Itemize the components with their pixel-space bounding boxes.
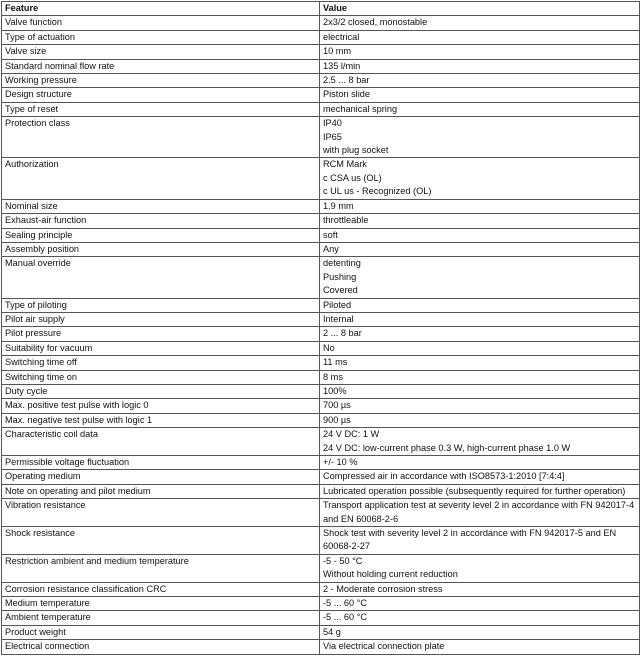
value-cell bbox=[320, 228, 640, 242]
table-row bbox=[2, 470, 640, 484]
value-line: soft bbox=[323, 229, 338, 240]
value-line: IP40 bbox=[323, 118, 342, 129]
feature-cell: Vibration resistance bbox=[2, 499, 320, 527]
value-line: Pushing bbox=[323, 271, 357, 282]
value-line: Shock test with severity level 2 in accordance with FN 942017-5 and EN 60068-2-27 bbox=[323, 528, 617, 552]
table-row bbox=[2, 356, 640, 370]
table-row bbox=[2, 499, 640, 527]
feature-cell: Type of actuation bbox=[2, 30, 320, 44]
value-cell bbox=[320, 527, 640, 555]
value-cell bbox=[320, 199, 640, 213]
value-cell bbox=[320, 554, 640, 582]
value-cell bbox=[320, 356, 640, 370]
table-row bbox=[2, 341, 640, 355]
table-row bbox=[2, 312, 640, 326]
table-row bbox=[2, 597, 640, 611]
table-row bbox=[2, 428, 640, 456]
value-cell bbox=[320, 257, 640, 298]
feature-cell: Standard nominal flow rate bbox=[2, 59, 320, 73]
table-row bbox=[2, 199, 640, 213]
value-cell bbox=[320, 640, 640, 654]
value-line: Without holding current reduction bbox=[323, 569, 458, 580]
value-cell bbox=[320, 582, 640, 596]
value-line: Transport application test at severity level 2 in accordance with FN 942017-4 and EN 60068-2-6 bbox=[323, 500, 635, 524]
value-line: c UL us - Recognized (OL) bbox=[323, 186, 432, 197]
value-cell bbox=[320, 242, 640, 256]
feature-cell: Nominal size bbox=[2, 199, 320, 213]
value-line: c CSA us (OL) bbox=[323, 172, 382, 183]
feature-cell: Design structure bbox=[2, 88, 320, 102]
value-cell bbox=[320, 214, 640, 228]
value-line: RCM Mark bbox=[323, 159, 367, 170]
feature-cell: Max. negative test pulse with logic 1 bbox=[2, 413, 320, 427]
value-cell bbox=[320, 30, 640, 44]
value-line: Via electrical connection plate bbox=[323, 641, 445, 652]
table-row bbox=[2, 413, 640, 427]
value-line: 1.9 mm bbox=[323, 200, 354, 211]
feature-cell: Pilot air supply bbox=[2, 312, 320, 326]
value-cell bbox=[320, 327, 640, 341]
table-row bbox=[2, 384, 640, 398]
table-row bbox=[2, 117, 640, 158]
header-row bbox=[2, 2, 640, 16]
value-line: 900 µs bbox=[323, 414, 351, 425]
table-row bbox=[2, 370, 640, 384]
feature-cell: Manual override bbox=[2, 257, 320, 298]
value-cell bbox=[320, 399, 640, 413]
feature-cell: Type of reset bbox=[2, 102, 320, 116]
value-cell bbox=[320, 499, 640, 527]
value-line: 2.5 ... 8 bar bbox=[323, 75, 370, 86]
table-row bbox=[2, 74, 640, 88]
value-cell bbox=[320, 312, 640, 326]
value-line: Any bbox=[323, 243, 339, 254]
value-line: 100% bbox=[323, 385, 347, 396]
table-row bbox=[2, 242, 640, 256]
feature-cell: Protection class bbox=[2, 117, 320, 158]
feature-cell: Operating medium bbox=[2, 470, 320, 484]
table-row bbox=[2, 327, 640, 341]
value-line: electrical bbox=[323, 31, 360, 42]
value-cell bbox=[320, 341, 640, 355]
value-cell bbox=[320, 59, 640, 73]
table-row bbox=[2, 554, 640, 582]
table-row bbox=[2, 45, 640, 59]
value-line: 24 V DC: 1 W bbox=[323, 429, 380, 440]
table-row bbox=[2, 88, 640, 102]
feature-cell: Valve function bbox=[2, 16, 320, 30]
value-line: 24 V DC: low-current phase 0.3 W, high-current phase 1.0 W bbox=[323, 442, 571, 453]
table-row bbox=[2, 399, 640, 413]
table-row bbox=[2, 158, 640, 199]
table-row bbox=[2, 527, 640, 555]
table-row bbox=[2, 456, 640, 470]
value-cell bbox=[320, 470, 640, 484]
table-row bbox=[2, 625, 640, 639]
value-line: Compressed air in accordance with ISO8573-1:2010 [7:4:4] bbox=[323, 471, 565, 482]
feature-cell: Ambient temperature bbox=[2, 611, 320, 625]
value-line: -5 - 50 °C bbox=[323, 555, 363, 566]
feature-cell: Product weight bbox=[2, 625, 320, 639]
table-row bbox=[2, 582, 640, 596]
feature-cell: Medium temperature bbox=[2, 597, 320, 611]
feature-cell: Switching time on bbox=[2, 370, 320, 384]
value-cell bbox=[320, 384, 640, 398]
value-line: 135 l/min bbox=[323, 60, 361, 71]
value-line: 10 mm bbox=[323, 46, 352, 57]
feature-cell: Corrosion resistance classification CRC bbox=[2, 582, 320, 596]
table-row bbox=[2, 484, 640, 498]
table-row bbox=[2, 228, 640, 242]
value-line: detenting bbox=[323, 258, 361, 269]
value-line: 2 ... 8 bar bbox=[323, 328, 362, 339]
feature-cell: Valve size bbox=[2, 45, 320, 59]
value-cell bbox=[320, 117, 640, 158]
feature-cell: Working pressure bbox=[2, 74, 320, 88]
feature-cell: Permissible voltage fluctuation bbox=[2, 456, 320, 470]
value-line: Internal bbox=[323, 313, 354, 324]
feature-cell: Note on operating and pilot medium bbox=[2, 484, 320, 498]
value-line: -5 ... 60 °C bbox=[323, 598, 368, 609]
value-line: Covered bbox=[323, 285, 358, 296]
feature-cell: Characteristic coil data bbox=[2, 428, 320, 456]
value-cell bbox=[320, 158, 640, 199]
value-cell bbox=[320, 484, 640, 498]
value-line: Piloted bbox=[323, 299, 352, 310]
feature-cell: Authorization bbox=[2, 158, 320, 199]
value-cell bbox=[320, 611, 640, 625]
table-row bbox=[2, 59, 640, 73]
value-cell bbox=[320, 428, 640, 456]
value-line: -5 ... 60 °C bbox=[323, 612, 368, 623]
table-row bbox=[2, 16, 640, 30]
value-line: 54 g bbox=[323, 626, 341, 637]
table-row bbox=[2, 640, 640, 654]
value-line: with plug socket bbox=[323, 145, 389, 156]
value-line: 2x3/2 closed, monostable bbox=[323, 17, 428, 28]
value-cell bbox=[320, 597, 640, 611]
feature-cell: Max. positive test pulse with logic 0 bbox=[2, 399, 320, 413]
value-cell bbox=[320, 625, 640, 639]
value-cell bbox=[320, 298, 640, 312]
value-line: 2 - Moderate corrosion stress bbox=[323, 583, 443, 594]
feature-cell: Sealing principle bbox=[2, 228, 320, 242]
value-line: IP65 bbox=[323, 131, 342, 142]
value-cell bbox=[320, 413, 640, 427]
value-cell bbox=[320, 102, 640, 116]
table-row bbox=[2, 298, 640, 312]
value-line: No bbox=[323, 342, 335, 353]
value-line: mechanical spring bbox=[323, 103, 398, 114]
table-row bbox=[2, 102, 640, 116]
spec-table bbox=[1, 1, 640, 655]
value-line: +/- 10 % bbox=[323, 457, 358, 467]
table-row bbox=[2, 30, 640, 44]
value-line: 11 ms bbox=[323, 357, 348, 368]
feature-cell: Exhaust-air function bbox=[2, 214, 320, 228]
feature-cell: Pilot pressure bbox=[2, 327, 320, 341]
value-line: 8 ms bbox=[323, 371, 343, 382]
feature-cell: Electrical connection bbox=[2, 640, 320, 654]
value-cell bbox=[320, 45, 640, 59]
feature-cell: Type of piloting bbox=[2, 298, 320, 312]
table-row bbox=[2, 214, 640, 228]
spec-body bbox=[2, 16, 640, 654]
value-line: 700 µs bbox=[323, 400, 351, 411]
feature-cell: Shock resistance bbox=[2, 527, 320, 555]
value-cell bbox=[320, 456, 640, 470]
header-feature: Feature bbox=[2, 2, 320, 16]
value-cell bbox=[320, 370, 640, 384]
feature-cell: Suitability for vacuum bbox=[2, 341, 320, 355]
feature-cell: Switching time off bbox=[2, 356, 320, 370]
value-cell bbox=[320, 16, 640, 30]
value-line: Piston slide bbox=[323, 89, 370, 100]
value-cell bbox=[320, 88, 640, 102]
header-value: Value bbox=[320, 2, 640, 16]
table-row bbox=[2, 257, 640, 298]
feature-cell: Restriction ambient and medium temperature bbox=[2, 554, 320, 582]
value-line: Lubricated operation possible (subsequently required for further operation) bbox=[323, 485, 626, 496]
feature-cell: Assembly position bbox=[2, 242, 320, 256]
value-cell bbox=[320, 74, 640, 88]
table-row bbox=[2, 611, 640, 625]
value-line: throttleable bbox=[323, 215, 369, 226]
feature-cell: Duty cycle bbox=[2, 384, 320, 398]
